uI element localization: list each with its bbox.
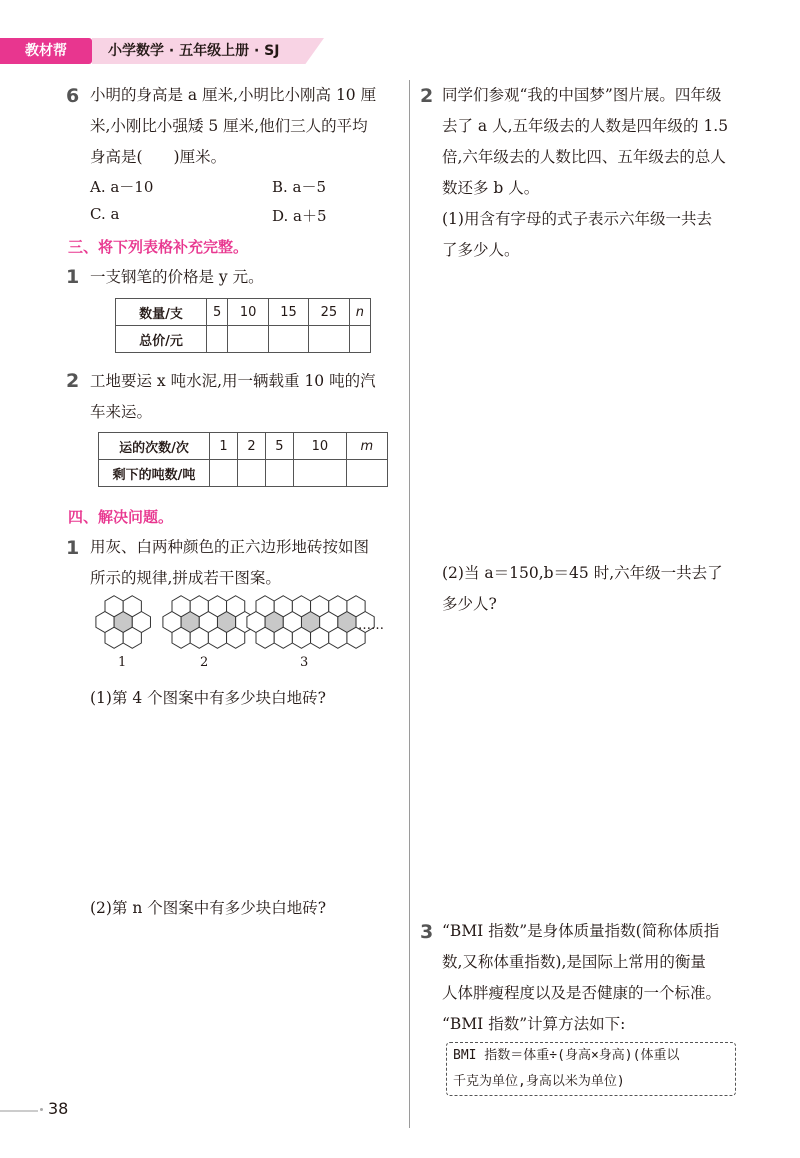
- table-cell: [346, 460, 387, 487]
- table-cell: [207, 326, 228, 353]
- text-line: 身高是( )厘米。: [90, 148, 227, 166]
- table-cell: [237, 460, 265, 487]
- table-cell: 10: [293, 433, 346, 460]
- text-line: 同学们参观“我的中国梦”图片展。四年级: [442, 86, 722, 104]
- white-tile: [311, 596, 329, 617]
- task-2-text: [90, 366, 376, 428]
- table-cell: 10: [228, 299, 268, 326]
- hexagon-patterns: [96, 596, 374, 649]
- table-cell: 5: [207, 299, 228, 326]
- brand-badge: 教材帮: [0, 38, 92, 64]
- white-tile: [227, 627, 245, 648]
- formula-line: 千克为单位,身高以米为单位): [453, 1074, 625, 1089]
- white-tile: [123, 627, 141, 648]
- table-cell: 25: [309, 299, 349, 326]
- question-number: 3: [420, 921, 434, 943]
- footer-dot: [40, 1108, 43, 1111]
- white-tile: [256, 596, 274, 617]
- white-tile: [292, 596, 310, 617]
- text-line: 多少人?: [442, 595, 497, 613]
- table-cell: n: [349, 299, 370, 326]
- figure-label-3: 3: [300, 655, 309, 670]
- white-tile: [256, 627, 274, 648]
- table-cell: 5: [265, 433, 293, 460]
- text-line: 车来运。: [90, 403, 153, 421]
- table-cell: m: [346, 433, 387, 460]
- text-line: (2)当 a＝150,b＝45 时,六年级一共去了: [442, 564, 723, 582]
- table-cell: [228, 326, 268, 353]
- table-cell: [309, 326, 349, 353]
- problem-2-sub2: [442, 558, 723, 620]
- white-tile: [329, 627, 347, 648]
- text-line: (1)用含有字母的式子表示六年级一共去: [442, 210, 712, 228]
- text-line: 小明的身高是 a 厘米,小明比小刚高 10 厘: [90, 86, 377, 104]
- question-number: 2: [420, 85, 434, 107]
- table-cell: [265, 460, 293, 487]
- text-line: 倍,六年级去的人数比四、五年级去的总人: [442, 148, 726, 166]
- white-tile: [105, 627, 123, 648]
- figure-label-2: 2: [200, 655, 209, 670]
- white-tile: [347, 596, 365, 617]
- white-tile: [274, 627, 292, 648]
- figure-label-1: 1: [118, 655, 127, 670]
- question-number: 1: [66, 537, 80, 559]
- table-header-cell: 数量/支: [116, 299, 207, 326]
- white-tile: [172, 596, 190, 617]
- table-cell: [349, 326, 370, 353]
- subquestion-2: (2)第 n 个图案中有多少块白地砖?: [90, 899, 327, 917]
- white-tile: [208, 596, 226, 617]
- text-line: 所示的规律,拼成若干图案。: [90, 569, 281, 587]
- footer-rule: [0, 1110, 38, 1112]
- formula-line: BMI 指数＝体重÷(身高×身高)(体重以: [453, 1048, 680, 1063]
- question-6-text: [90, 80, 376, 173]
- question-number: 2: [66, 370, 80, 392]
- question-number: 6: [66, 85, 80, 107]
- task-1-text: 一支钢笔的价格是 y 元。: [90, 268, 264, 286]
- page-number: 38: [48, 1099, 69, 1118]
- text-line: 用灰、白两种颜色的正六边形地砖按如图: [90, 538, 370, 556]
- white-tile: [227, 596, 245, 617]
- white-tile: [190, 596, 208, 617]
- question-number: 1: [66, 266, 80, 288]
- price-table: [115, 298, 371, 353]
- section-heading-3: 三、将下列表格补充完整。: [68, 238, 249, 256]
- table-cell: 2: [237, 433, 265, 460]
- text-line: 数,又称体重指数),是国际上常用的衡量: [442, 953, 706, 971]
- white-tile: [311, 627, 329, 648]
- white-tile: [274, 596, 292, 617]
- text-line: 了多少人。: [442, 241, 520, 259]
- bmi-formula-box: [446, 1042, 736, 1096]
- option-d: D. a＋5: [272, 207, 327, 225]
- option-c: C. a: [90, 205, 120, 223]
- white-tile: [329, 596, 347, 617]
- subquestion-1: (1)第 4 个图案中有多少块白地砖?: [90, 689, 326, 707]
- text-line: “BMI 指数”是身体质量指数(简称体质指: [442, 922, 720, 940]
- text-line: “BMI 指数”计算方法如下:: [442, 1015, 626, 1033]
- column-divider: [409, 80, 410, 1128]
- table-header-cell: 剩下的吨数/吨: [99, 460, 210, 487]
- text-line: 米,小刚比小强矮 5 厘米,他们三人的平均: [90, 117, 368, 135]
- option-b: B. a－5: [272, 178, 327, 196]
- text-line: 数还多 b 人。: [442, 179, 540, 197]
- white-tile: [105, 596, 123, 617]
- figure-ellipsis: ……: [358, 618, 384, 633]
- problem-2-text: [442, 80, 728, 266]
- hexagon-tile-figure: [92, 594, 392, 650]
- table-cell: [293, 460, 346, 487]
- option-a: A. a－10: [90, 178, 154, 196]
- problem-3-text: [442, 916, 721, 1040]
- problem-1-text: [90, 532, 369, 594]
- text-line: 去了 a 人,五年级去的人数是四年级的 1.5: [442, 117, 729, 135]
- section-heading-4: 四、解决问题。: [68, 508, 174, 526]
- cement-table: [98, 432, 388, 487]
- white-tile: [190, 627, 208, 648]
- book-title: 小学数学 · 五年级上册 · SJ: [108, 43, 280, 59]
- white-tile: [208, 627, 226, 648]
- table-header-cell: 总价/元: [116, 326, 207, 353]
- white-tile: [172, 627, 190, 648]
- text-line: 人体胖瘦程度以及是否健康的一个标准。: [442, 984, 722, 1002]
- white-tile: [292, 627, 310, 648]
- table-cell: 1: [210, 433, 238, 460]
- table-cell: 15: [268, 299, 308, 326]
- white-tile: [123, 596, 141, 617]
- table-cell: [268, 326, 308, 353]
- table-header-cell: 运的次数/次: [99, 433, 210, 460]
- text-line: 工地要运 x 吨水泥,用一辆载重 10 吨的汽: [90, 372, 376, 390]
- table-cell: [210, 460, 238, 487]
